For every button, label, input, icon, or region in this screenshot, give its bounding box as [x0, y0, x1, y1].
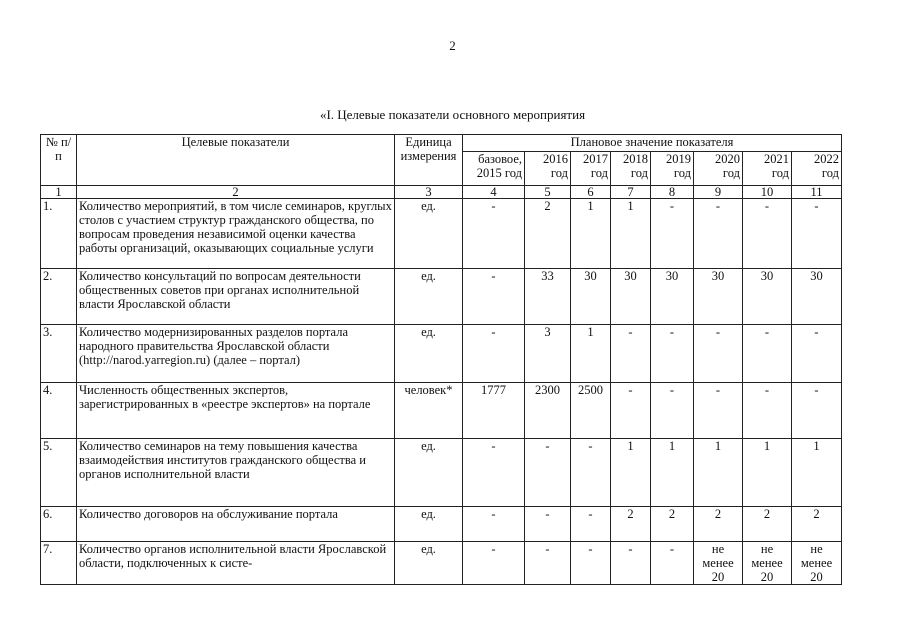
row-value: 1 — [571, 199, 611, 269]
row-value: - — [743, 199, 792, 269]
row-unit: ед. — [395, 269, 463, 325]
row-value: - — [694, 325, 743, 383]
header-year: 2019 год — [651, 152, 694, 186]
row-value: 1 — [694, 439, 743, 507]
column-index: 2 — [77, 186, 395, 199]
row-value: 2500 — [571, 383, 611, 439]
row-value: - — [743, 325, 792, 383]
row-value: не менее 20 — [694, 542, 743, 585]
column-index: 8 — [651, 186, 694, 199]
row-value: 2 — [694, 507, 743, 542]
header-plan: Плановое значение показателя — [463, 135, 842, 152]
indicators-table — [40, 134, 842, 585]
row-value: 2 — [792, 507, 842, 542]
page-number: 2 — [449, 38, 456, 53]
row-value: 1 — [611, 439, 651, 507]
row-indicator: Количество мероприятий, в том числе семинаров, круглых столов с участием структур гражданского общества, по вопросам проведения независимой оценки качества работы организаций, оказывающих социальные услуги — [77, 199, 395, 269]
row-value: не менее 20 — [792, 542, 842, 585]
table-row — [41, 542, 842, 585]
row-num: 7. — [41, 542, 77, 585]
row-value: - — [743, 383, 792, 439]
row-value: 30 — [743, 269, 792, 325]
column-index: 1 — [41, 186, 77, 199]
column-index: 7 — [611, 186, 651, 199]
row-value: 1 — [651, 439, 694, 507]
row-value: 30 — [792, 269, 842, 325]
column-index: 4 — [463, 186, 525, 199]
row-value: не менее 20 — [743, 542, 792, 585]
row-value: - — [611, 542, 651, 585]
column-index-row — [41, 186, 842, 199]
row-num: 4. — [41, 383, 77, 439]
row-value: - — [651, 542, 694, 585]
row-indicator: Количество договоров на обслуживание портала — [77, 507, 395, 542]
row-value: 2 — [743, 507, 792, 542]
row-value: - — [571, 507, 611, 542]
row-value: - — [651, 383, 694, 439]
header-num: № п/п — [41, 135, 77, 186]
row-value: 1777 — [463, 383, 525, 439]
row-indicator: Количество модернизированных разделов портала народного правительства Ярославской области (http://narod.yarregion.ru) (далее – портал) — [77, 325, 395, 383]
row-value: - — [694, 383, 743, 439]
row-num: 1. — [41, 199, 77, 269]
row-value: - — [792, 325, 842, 383]
row-unit: ед. — [395, 325, 463, 383]
row-value: 1 — [571, 325, 611, 383]
column-index: 3 — [395, 186, 463, 199]
column-index: 6 — [571, 186, 611, 199]
row-value: - — [611, 383, 651, 439]
header-year: 2022 год — [792, 152, 842, 186]
table-row — [41, 325, 842, 383]
row-value: - — [611, 325, 651, 383]
header-unit: Единица измерения — [395, 135, 463, 186]
table-row — [41, 439, 842, 507]
row-value: - — [792, 383, 842, 439]
column-index: 9 — [694, 186, 743, 199]
row-indicator: Численность общественных экспертов, зарегистрированных в «реестре экспертов» на портале — [77, 383, 395, 439]
row-unit: человек* — [395, 383, 463, 439]
row-value: - — [463, 439, 525, 507]
table-row — [41, 269, 842, 325]
row-unit: ед. — [395, 199, 463, 269]
row-value: - — [525, 542, 571, 585]
table-title: «I. Целевые показатели основного мероприятия — [319, 107, 586, 122]
row-num: 3. — [41, 325, 77, 383]
row-value: - — [651, 325, 694, 383]
header-year: 2020 год — [694, 152, 743, 186]
row-value: 2300 — [525, 383, 571, 439]
row-value: 2 — [651, 507, 694, 542]
column-index: 10 — [743, 186, 792, 199]
column-index: 11 — [792, 186, 842, 199]
row-value: - — [651, 199, 694, 269]
header-indicator: Целевые показатели — [77, 135, 395, 186]
header-year: 2018 год — [611, 152, 651, 186]
header-year: 2017 год — [571, 152, 611, 186]
header-year: базовое, 2015 год — [463, 152, 525, 186]
row-num: 2. — [41, 269, 77, 325]
row-value: 33 — [525, 269, 571, 325]
header-year: 2021 год — [743, 152, 792, 186]
row-value: 30 — [571, 269, 611, 325]
row-value: - — [463, 269, 525, 325]
row-value: 3 — [525, 325, 571, 383]
header-year: 2016 год — [525, 152, 571, 186]
row-indicator: Количество семинаров на тему повышения качества взаимодействия институтов гражданского общества и органов исполнительной власти — [77, 439, 395, 507]
row-value: - — [463, 325, 525, 383]
table-row — [41, 383, 842, 439]
row-value: - — [694, 199, 743, 269]
row-value: - — [571, 542, 611, 585]
row-value: 1 — [792, 439, 842, 507]
row-num: 5. — [41, 439, 77, 507]
table-row — [41, 199, 842, 269]
row-value: 1 — [611, 199, 651, 269]
row-value: - — [792, 199, 842, 269]
row-value: 30 — [611, 269, 651, 325]
row-unit: ед. — [395, 439, 463, 507]
row-unit: ед. — [395, 507, 463, 542]
row-value: - — [463, 542, 525, 585]
row-num: 6. — [41, 507, 77, 542]
row-value: - — [463, 199, 525, 269]
row-value: 30 — [651, 269, 694, 325]
row-value: 30 — [694, 269, 743, 325]
row-value: 2 — [525, 199, 571, 269]
row-value: 1 — [743, 439, 792, 507]
row-indicator: Количество органов исполнительной власти Ярославской области, подключенных к систе- — [77, 542, 395, 585]
column-index: 5 — [525, 186, 571, 199]
row-value: - — [571, 439, 611, 507]
row-indicator: Количество консультаций по вопросам деятельности общественных советов при органах исполнительной власти Ярославской области — [77, 269, 395, 325]
row-value: - — [463, 507, 525, 542]
row-unit: ед. — [395, 542, 463, 585]
row-value: - — [525, 439, 571, 507]
row-value: 2 — [611, 507, 651, 542]
row-value: - — [525, 507, 571, 542]
table-row — [41, 507, 842, 542]
